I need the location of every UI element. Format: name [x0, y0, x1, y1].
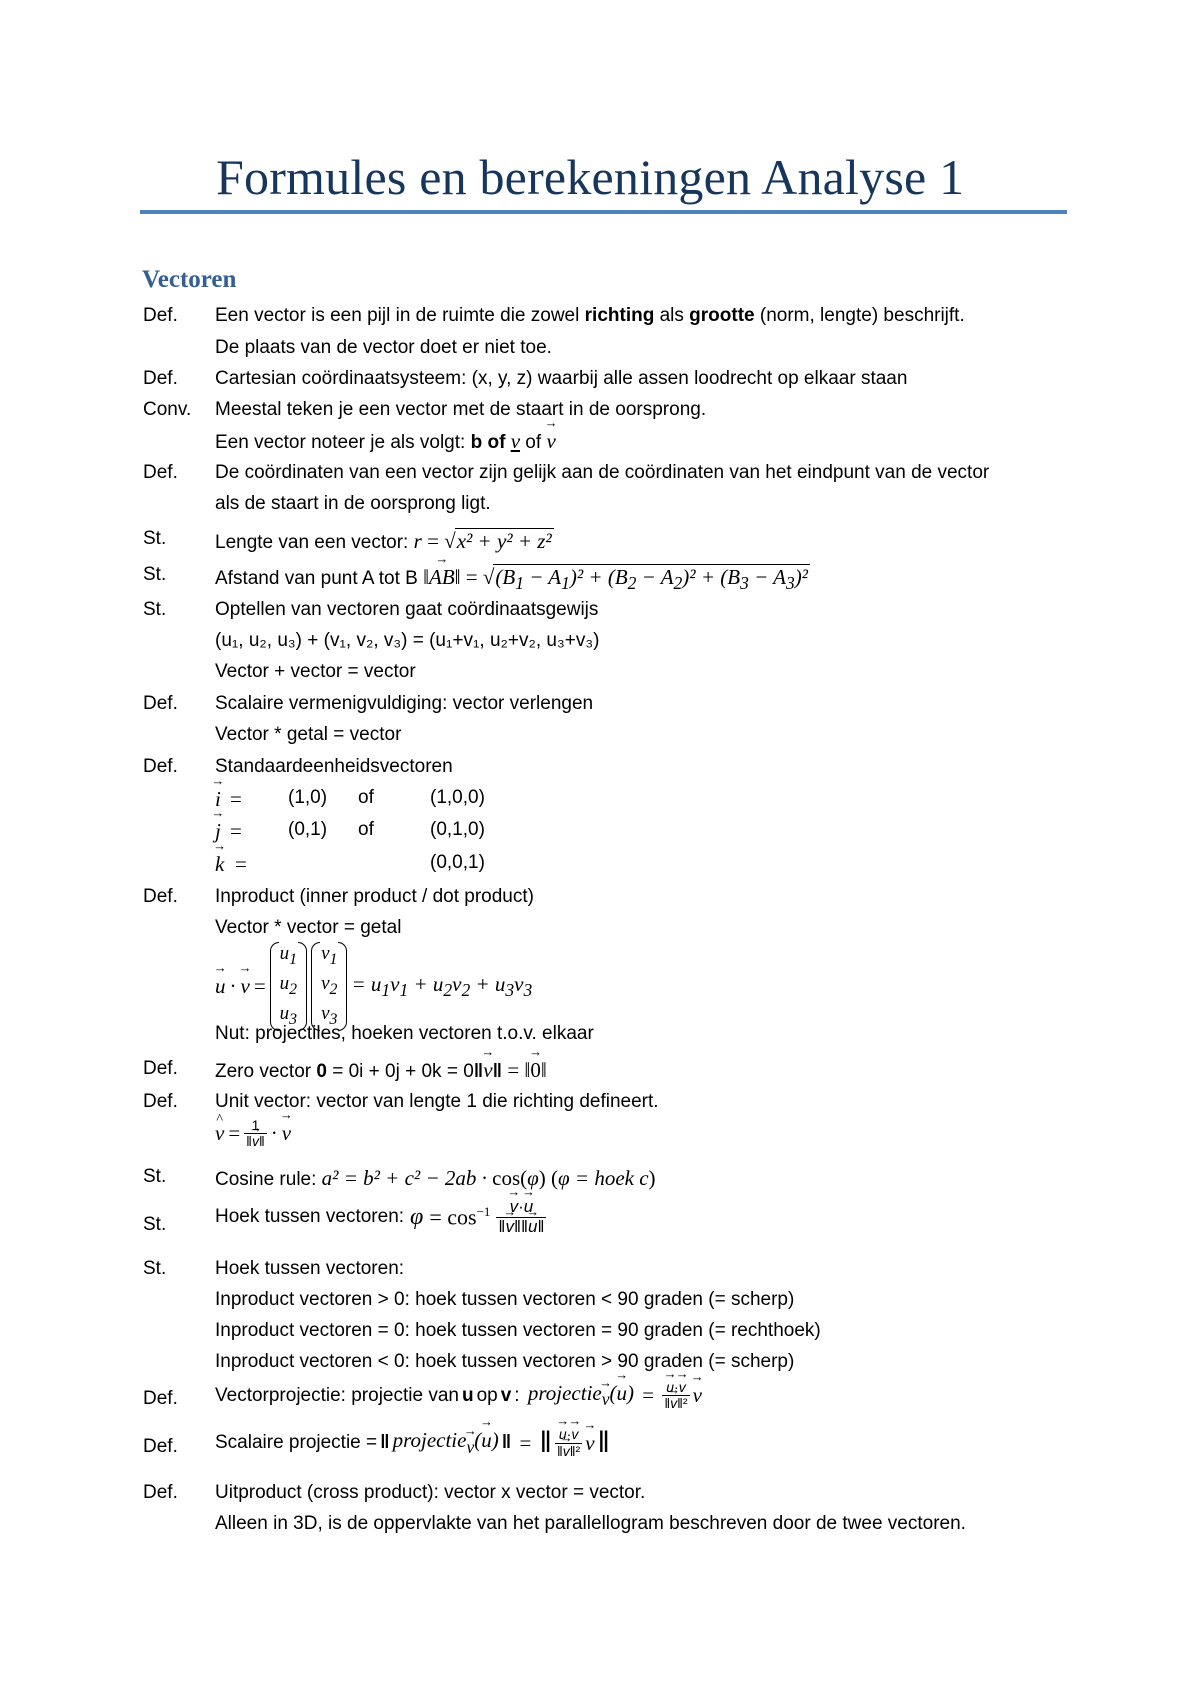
page-title: Formules en berekeningen Analyse 1 [216, 149, 965, 205]
title-underline [140, 210, 1067, 214]
section-heading: Vectoren [142, 266, 237, 293]
label: Def. [143, 305, 178, 326]
document-page: Formules en berekeningen Analyse 1 Vectoren Def. Een vector is een pijl in de ruimte die zowel richting als grootte (norm, lengte) beschrijft. De plaats van de vector doet er niet toe. Def. Cartesian coördinaatsysteem: (x, y, z) waarbij alle assen loodrecht op elkaar staan Conv. Meestal teken je een vector met de staart in de oorsprong. Een vector noteer je als volgt: b of v of v → Def. De coördinaten van een vector zijn gelijk aan de coördinaten van het eindpunt van de vector als de staart in de oorsprong ligt. St. Lengte van een vector: r = √x² + y² + z² St. Afstand van punt A tot B ‖AB →‖ = $√(B_1 - A_1)^2 + (B_2 - A_2)^2 + (B_3 - A_3)^2$ St. Optellen van vectoren gaat coördinaatsgewijs (u₁, u₂, u₃) + (v₁, v₂, v₃) = (u₁+v₁, u₂+v₂, u₃+v₃) Vector + vector = vector Def. Scalaire vermenigvuldiging: vector verlengen Vector * getal = vector Def. Standaardeenheidsvectoren i → = (1,0) of (1,0,0) j → = (0,1) of (0,1,0) k → = (0,0,1) Def. Inproduct (inner product / dot product) Vector * vector = getal u → · v → = $u_1$ $u_2$ $u_3$ $v_1$ $v_2$ $v_3$ = $u_1v_1 + u_2v_2 + u_3v_3$ Nut: projectiles, hoeken vectoren t.o.v. elkaar Def. Zero vector 0 = 0i + 0j + 0k = 0‖v →‖ = ‖0 →‖ Def. Unit vector: vector van lengte 1 die richting defineert. v ^ = $\frac{1}{‖v \to‖}$ · v → St. Cosine rule: a² = b² + c² − 2ab · cos(φ) (φ = hoek c) St. Hoek tussen vectoren: φ = $\cos^{-1}$ $\frac{v \to\cdot u \to}{‖v \to‖‖u \to‖}$ St. Hoek tussen vectoren: Inproduct vectoren > 0: hoek tussen vectoren < 90 graden (= scherp) Inproduct vectoren = 0: hoek tussen vectoren = 90 graden (= rechthoek) Inproduct vectoren < 0: hoek tussen vectoren > 90 graden (= scherp) Def. Vectorprojectie: projectie van u op v : projectie$_v$ →(u →) = $\frac{u \to\cdot v \to}{\text{‖v →‖²}}$ v → Def. Scalaire projectie = ‖ projectie$_v$ →(u →) ‖ = ‖ $\frac{u \to\cdot v \to}{\text{‖v →‖²}}$ v → ‖ Def. Uitproduct (cross product): vector x vector = vector. Alleen in 3D, is de oppervlakte van het parallellogram beschreven door de twee vectoren. [0, 0, 1200, 1698]
